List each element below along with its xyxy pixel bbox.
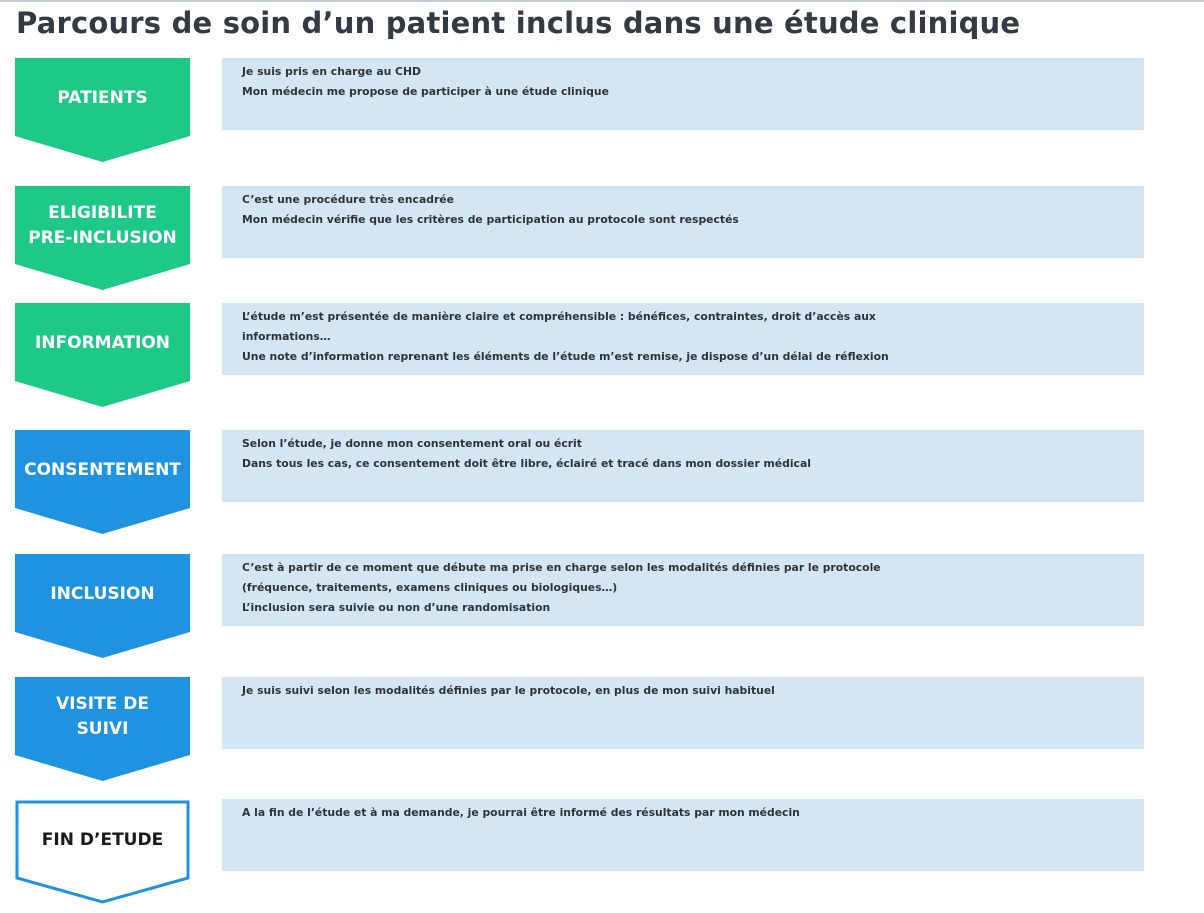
step-description [222,677,1144,749]
description-line: Je suis pris en charge au CHD [242,65,421,78]
step-fin-d-etude [0,800,1204,912]
description-line: Une note d’information reprenant les éléments de l’étude m’est remise, je dispose d’un délai de réflexion [242,350,889,363]
description-line: L’étude m’est présentée de manière claire et compréhensible : bénéfices, contraintes, droit d’accès aux [242,310,876,323]
top-rule [0,0,1204,2]
step-label: ELIGIBILITE PRE-INCLUSION [28,203,177,248]
description-line: Je suis suivi selon les modalités définies par le protocole, en plus de mon suivi habituel [242,684,775,697]
step-visite-de-suivi [0,677,1204,789]
step-description [222,430,1144,502]
step-badge [15,58,190,162]
step-eligibilite-pre-inclusion [0,186,1204,298]
step-consentement [0,430,1204,542]
step-description [222,799,1144,871]
step-description [222,554,1144,626]
step-label: CONSENTEMENT [24,459,181,480]
description-line: Selon l’étude, je donne mon consentement oral ou écrit [242,437,582,450]
description-line: informations… [242,330,331,343]
step-patients [0,58,1204,170]
step-badge [15,303,190,407]
step-badge [15,554,190,658]
step-label: VISITE DE SUIVI [56,694,149,739]
step-badge [15,677,190,781]
step-description [222,303,1144,375]
description-line: Mon médecin vérifie que les critères de participation au protocole sont respectés [242,213,739,226]
step-badge [15,186,190,290]
description-line: C’est une procédure très encadrée [242,193,454,206]
step-badge [15,430,190,534]
description-line: L’inclusion sera suivie ou non d’une randomisation [242,601,551,614]
page-title: Parcours de soin d’un patient inclus dans une étude clinique [16,6,1021,40]
step-description [222,186,1144,258]
step-label: INFORMATION [34,332,171,353]
step-label: FIN D’ETUDE [41,829,164,850]
description-line: A la fin de l’étude et à ma demande, je pourrai être informé des résultats par mon médecin [242,806,800,819]
step-label: PATIENTS [57,87,148,108]
description-line: (fréquence, traitements, examens cliniques ou biologiques…) [242,581,618,594]
description-line: C’est à partir de ce moment que débute ma prise en charge selon les modalités définies par le protocole [242,561,881,574]
step-inclusion [0,554,1204,666]
step-description [222,58,1144,130]
step-label: INCLUSION [50,583,155,604]
step-badge [15,800,190,904]
step-information [0,303,1204,415]
description-line: Mon médecin me propose de participer à une étude clinique [242,85,609,98]
description-line: Dans tous les cas, ce consentement doit être libre, éclairé et tracé dans mon dossier médical [242,457,811,470]
